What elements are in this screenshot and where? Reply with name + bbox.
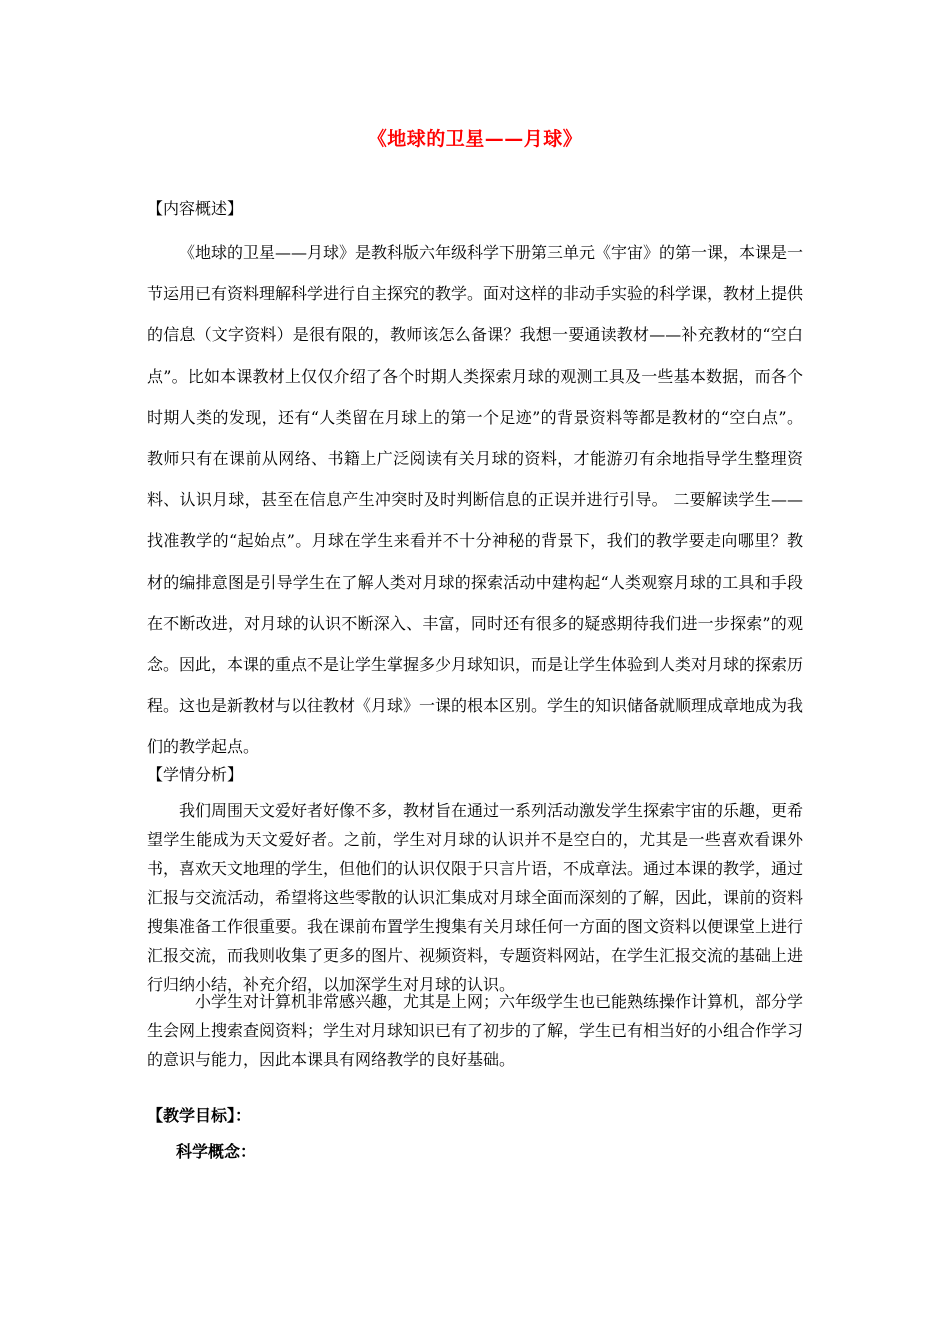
subheading-science-concepts: 科学概念： [176,1142,257,1161]
analysis-paragraph-2: 小学生对计算机非常感兴趣，尤其是上网；六年级学生也已能熟练操作计算机，部分学生会网上搜索查阅资料；学生对月球知识已有了初步的了解，学生已有相当好的小组合作学习的意识与能力，因此本课具有网络教学的良好基础。 [147,992,804,1069]
overview-paragraph: 《地球的卫星——月球》是教科版六年级科学下册第三单元《宇宙》的第一课，本课是一节运用已有资料理解科学进行自主探究的教学。面对这样的非动手实验的科学课，教材上提供的信息（文字资料）是很有限的，教师该怎么备课？我想一要通读教材——补充教材的“空白点”。比如本课教材上仅仅介绍了各个时期人类探索月球的观测工具及一些基本数据，而各个时期人类的发现，还有“人类留在月球上的第一个足迹”的背景资料等都是教材的“空白点”。教师只有在课前从网络、书籍上广泛阅读有关月球的资料，才能游刃有余地指导学生整理资料、认识月球，甚至在信息产生冲突时及时判断信息的正误并进行引导。 二要解读学生——找准教学的“起始点”。月球在学生来看并不十分神秘的背景下，我们的教学要走向哪里？教材的编排意图是引导学生在了解人类对月球的探索活动中建构起“人类观察月球的工具和手段在不断改进，对月球的认识不断深入、丰富，同时还有很多的疑惑期待我们进一步探索”的观念。因此，本课的重点不是让学生掌握多少月球知识，而是让学生体验到人类对月球的探索历程。这也是新教材与以往教材《月球》一课的根本区别。学生的知识储备就顺理成章地成为我们的教学起点。 [147,243,804,757]
analysis-paragraph-1: 我们周围天文爱好者好像不多，教材旨在通过一系列活动激发学生探索宇宙的乐趣，更希望学生能成为天文爱好者。之前，学生对月球的认识并不是空白的，尤其是一些喜欢看课外书，喜欢天文地理的学生，但他们的认识仅限于只言片语，不成章法。通过本课的教学，通过汇报与交流活动，希望将这些零散的认识汇集成对月球全面而深刻的了解，因此，课前的资料搜集准备工作很重要。我在课前布置学生搜集有关月球任何一方面的图文资料以便课堂上进行汇报交流，而我则收集了更多的图片、视频资料，专题资料网站，在学生汇报交流的基础上进行归纳小结，补充介绍，以加深学生对月球的认识。 [147,801,804,994]
section-heading-analysis: 【学情分析】 [147,765,244,784]
section-heading-overview: 【内容概述】 [147,199,244,218]
section-heading-objectives: 【教学目标】： [147,1106,252,1125]
document-title: 《地球的卫星——月球》 [367,128,583,150]
